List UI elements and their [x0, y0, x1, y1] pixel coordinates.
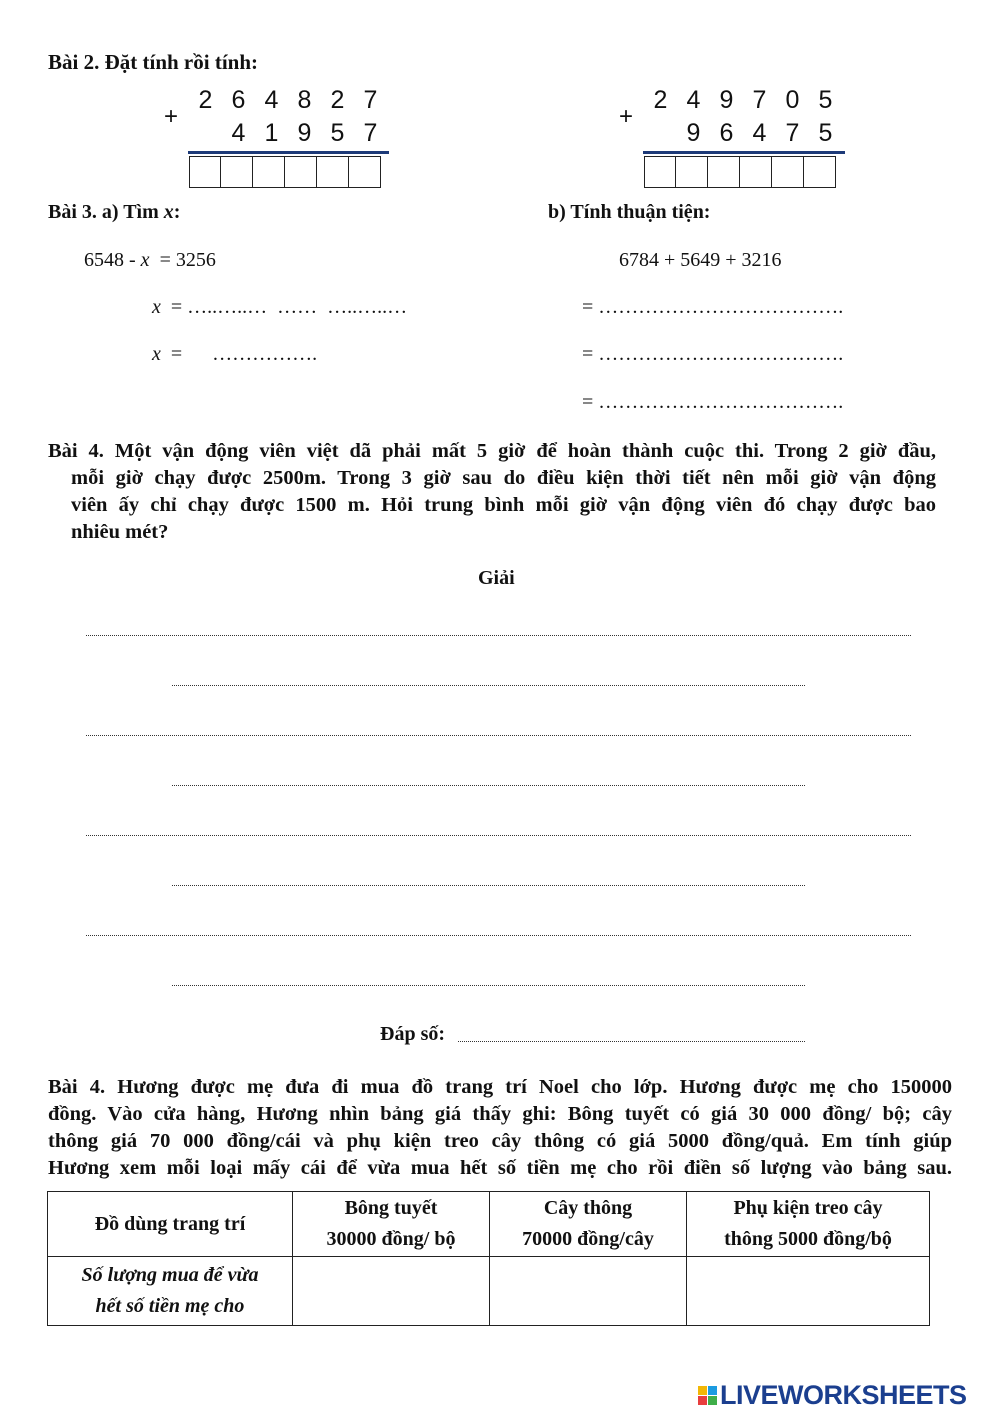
bai4-runner-problem: Bài 4. Một vận động viên việt dã phải mất 5 giờ để hoàn thành cuộc thi. Trong 2 giờ đầu, mỗi giờ chạy được 2500m. Trong 3 giờ sau do điều kiện thời tiết nên mỗi giờ vận động viên ấy chỉ chạy được 1500 m. Hỏi trung bình mỗi giờ vận động viên đó chạy được bao nhiêu mét? [48, 440, 936, 543]
answer-line[interactable] [172, 985, 805, 986]
answer-line[interactable] [172, 685, 805, 686]
find-x-step-2[interactable]: x = ……………. [152, 343, 318, 365]
row-label: Số lượng mua để vừa hết số tiền mẹ cho [48, 1257, 293, 1326]
answer-line[interactable] [86, 735, 911, 736]
bai3-title-b: b) Tính thuận tiện: [548, 201, 711, 223]
bai4-noel-problem: Bài 4. Hương được mẹ đưa đi mua đồ trang trí Noel cho lớp. Hương được mẹ cho 150000 đồng. Vào cửa hàng, Hương nhìn bảng giá thấy ghi: Bông tuyết có giá 30 000 đồng/ bộ; cây thông giá 70 000 đồng/cái và phụ kiện treo cây thông có giá 5000 đồng/quả. Em tính giúp Hương xem mỗi loại mấy cái để vừa mua hết số tiền mẹ cho rồi điền số lượng vào bảng sau. [48, 1076, 952, 1179]
answer-boxes[interactable] [189, 156, 381, 188]
convenient-step-2[interactable]: = ………………………………. [582, 343, 844, 365]
table-header-row [48, 1192, 930, 1257]
answer-line[interactable] [86, 935, 911, 936]
table-row [48, 1257, 930, 1326]
addend-bottom: 9 6 4 7 5 [686, 119, 833, 147]
sum-line [643, 151, 845, 154]
find-x-step-1[interactable]: x = …..…..… …… …..…..… [152, 296, 408, 318]
header-pine-tree: Cây thông 70000 đồng/cây [490, 1192, 687, 1257]
solution-heading: Giải [478, 567, 515, 589]
find-x-equation: 6548 - x = 3256 [84, 249, 216, 271]
header-item: Đồ dùng trang trí [48, 1192, 293, 1257]
header-accessory: Phụ kiện treo cây thông 5000 đồng/bộ [687, 1192, 930, 1257]
addend-top: 2 4 9 7 0 5 [653, 86, 833, 114]
quantity-table [47, 1191, 930, 1326]
header-snowflake: Bông tuyết 30000 đồng/ bộ [293, 1192, 490, 1257]
liveworksheets-logo-icon [698, 1386, 717, 1405]
plus-sign: + [164, 103, 179, 130]
liveworksheets-logo [698, 1380, 967, 1411]
bai2-title: Bài 2. Đặt tính rồi tính: [48, 50, 259, 74]
answer-line[interactable] [86, 635, 911, 636]
convenient-step-3[interactable]: = ………………………………. [582, 391, 844, 413]
addend-bottom: 4 1 9 5 7 [231, 119, 378, 147]
answer-line[interactable] [172, 885, 805, 886]
convenient-step-1[interactable]: = ………………………………. [582, 296, 844, 318]
sum-line [188, 151, 389, 154]
addend-top: 2 6 4 8 2 7 [198, 86, 378, 114]
cell-accessory-qty[interactable] [687, 1257, 930, 1326]
plus-sign: + [619, 103, 634, 130]
cell-snowflake-qty[interactable] [293, 1257, 490, 1326]
answer-line[interactable] [172, 785, 805, 786]
final-answer-label: Đáp số: [380, 1023, 446, 1045]
sum-expression: 6784 + 5649 + 3216 [619, 249, 782, 271]
final-answer-line[interactable] [458, 1041, 805, 1042]
logo-text: LIVEWORKSHEETS [720, 1380, 967, 1410]
cell-pine-tree-qty[interactable] [490, 1257, 687, 1326]
answer-line[interactable] [86, 835, 911, 836]
bai3-title-a: Bài 3. a) Tìm x: [48, 201, 181, 223]
answer-boxes[interactable] [644, 156, 836, 188]
